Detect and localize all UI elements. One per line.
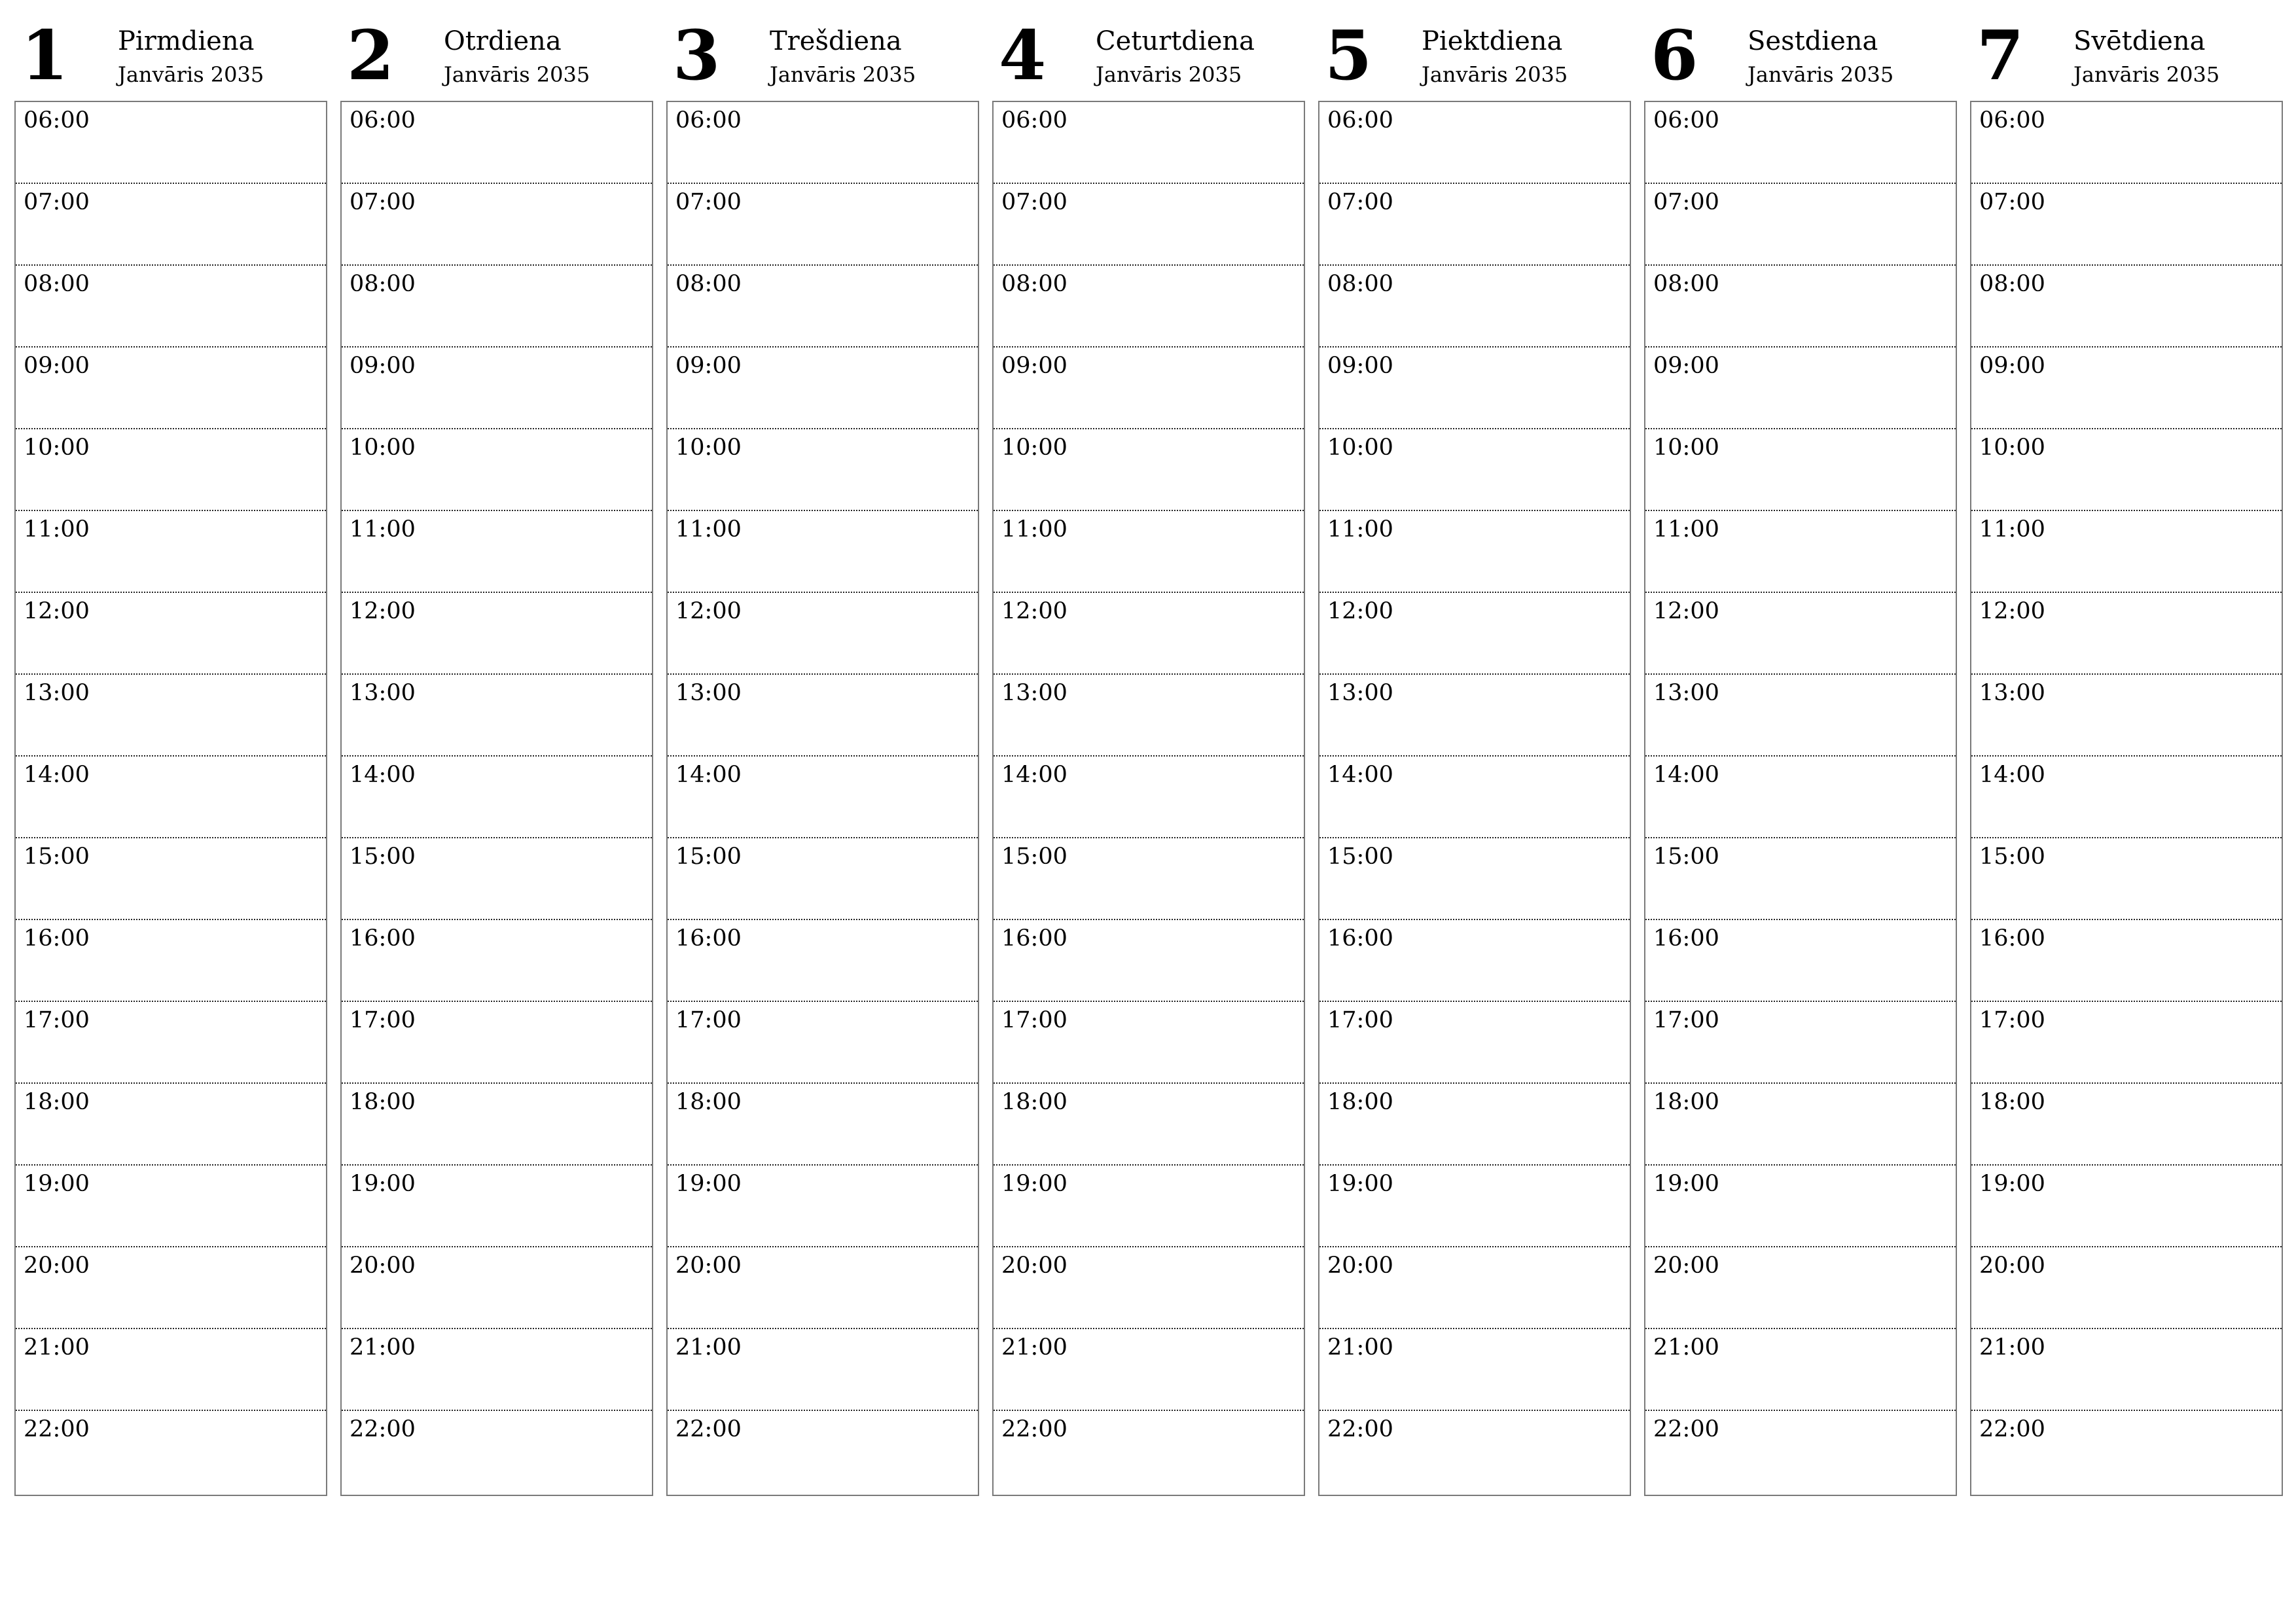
time-label: 11:00 [1653,516,1719,543]
time-slot[interactable] [1971,429,2282,511]
time-label: 19:00 [1979,1171,2045,1197]
time-label: 09:00 [675,353,742,379]
time-slot[interactable] [1319,757,1630,838]
time-slot[interactable] [994,184,1304,266]
time-label: 21:00 [1001,1334,1067,1361]
day-name: Svētdiena [2073,26,2206,56]
day-number: 7 [1977,15,2024,96]
time-slot[interactable] [994,266,1304,348]
time-label: 20:00 [1979,1253,2045,1279]
day-number: 5 [1325,15,1372,96]
time-slot[interactable] [1645,1002,1956,1084]
time-slot[interactable] [1971,1084,2282,1166]
time-label: 07:00 [24,189,90,215]
time-slot[interactable] [16,1002,326,1084]
time-slot[interactable] [668,1084,978,1166]
time-slot[interactable] [668,348,978,429]
day-header [1644,0,1957,101]
time-label: 22:00 [1653,1416,1719,1442]
time-slot[interactable] [1319,920,1630,1002]
day-number: 2 [347,15,395,96]
time-label: 22:00 [1979,1416,2045,1442]
time-slot[interactable] [342,102,652,184]
time-slot[interactable] [342,920,652,1002]
time-label: 08:00 [1001,271,1067,297]
time-label: 08:00 [1327,271,1393,297]
time-label: 09:00 [1979,353,2045,379]
time-label: 17:00 [675,1007,742,1033]
time-label: 06:00 [1653,107,1719,134]
time-slot[interactable] [1319,1247,1630,1329]
day-header [340,0,653,101]
time-slot[interactable] [342,511,652,593]
time-label: 11:00 [1001,516,1067,543]
time-slot[interactable] [1645,266,1956,348]
time-slot[interactable] [16,511,326,593]
time-label: 18:00 [350,1089,416,1115]
day-month-year: Janvāris 2035 [1422,62,1568,87]
day-schedule-box [1970,101,2283,1496]
time-slot[interactable] [1645,675,1956,757]
time-label: 12:00 [24,598,90,624]
time-label: 17:00 [1979,1007,2045,1033]
day-column [666,0,979,1442]
day-month-year: Janvāris 2035 [770,62,916,87]
time-label: 11:00 [1979,516,2045,543]
time-slot[interactable] [1645,511,1956,593]
time-slot[interactable] [1319,266,1630,348]
time-label: 06:00 [350,107,416,134]
time-label: 07:00 [675,189,742,215]
time-slot[interactable] [1971,757,2282,838]
day-column [340,0,653,1442]
time-slot[interactable] [994,757,1304,838]
time-label: 18:00 [1001,1089,1067,1115]
time-slot[interactable] [1645,757,1956,838]
time-label: 11:00 [675,516,742,543]
time-slot[interactable] [994,675,1304,757]
time-label: 19:00 [24,1171,90,1197]
time-slot[interactable] [1319,511,1630,593]
time-label: 22:00 [1001,1416,1067,1442]
time-label: 19:00 [1327,1171,1393,1197]
time-slot[interactable] [342,184,652,266]
time-slot[interactable] [994,920,1304,1002]
time-slot[interactable] [16,1166,326,1247]
time-slot[interactable] [668,757,978,838]
time-label: 14:00 [350,762,416,788]
time-label: 07:00 [1979,189,2045,215]
time-slot[interactable] [342,1166,652,1247]
time-label: 19:00 [1653,1171,1719,1197]
day-name: Ceturtdiena [1096,26,1255,56]
time-slot[interactable] [16,593,326,675]
time-label: 22:00 [350,1416,416,1442]
time-label: 09:00 [1653,353,1719,379]
time-label: 09:00 [24,353,90,379]
time-slot[interactable] [16,757,326,838]
time-label: 12:00 [1653,598,1719,624]
time-slot[interactable] [16,1084,326,1166]
time-label: 08:00 [1979,271,2045,297]
time-label: 19:00 [675,1171,742,1197]
time-slot[interactable] [1319,184,1630,266]
time-slot[interactable] [1971,1166,2282,1247]
time-slot[interactable] [1645,920,1956,1002]
day-name: Otrdiena [444,26,562,56]
time-label: 06:00 [675,107,742,134]
time-slot[interactable] [1645,1247,1956,1329]
day-schedule-box [992,101,1305,1496]
time-label: 13:00 [1001,680,1067,706]
time-slot[interactable] [668,1411,978,1577]
time-label: 21:00 [675,1334,742,1361]
time-label: 16:00 [1979,925,2045,952]
time-slot[interactable] [994,1002,1304,1084]
day-month-year: Janvāris 2035 [118,62,264,87]
time-slot[interactable] [668,429,978,511]
time-label: 10:00 [675,435,742,461]
day-month-year: Janvāris 2035 [1096,62,1242,87]
time-label: 15:00 [675,844,742,870]
time-slot[interactable] [1319,429,1630,511]
time-label: 15:00 [1653,844,1719,870]
day-number: 3 [673,15,721,96]
time-slot[interactable] [668,593,978,675]
time-label: 11:00 [350,516,416,543]
time-label: 22:00 [675,1416,742,1442]
time-slot[interactable] [1645,184,1956,266]
time-label: 13:00 [1653,680,1719,706]
time-label: 09:00 [1001,353,1067,379]
time-label: 15:00 [1979,844,2045,870]
time-slot[interactable] [16,1247,326,1329]
time-label: 18:00 [1979,1089,2045,1115]
time-slot[interactable] [16,184,326,266]
time-label: 12:00 [675,598,742,624]
day-name: Piektdiena [1422,26,1563,56]
time-label: 18:00 [1653,1089,1719,1115]
time-label: 07:00 [1653,189,1719,215]
time-slot[interactable] [1645,593,1956,675]
time-slot[interactable] [342,1411,652,1577]
time-slot[interactable] [1971,102,2282,184]
time-label: 15:00 [24,844,90,870]
time-label: 17:00 [24,1007,90,1033]
time-slot[interactable] [342,1084,652,1166]
time-label: 20:00 [1001,1253,1067,1279]
day-schedule-box [666,101,979,1496]
time-label: 12:00 [1979,598,2045,624]
time-slot[interactable] [994,348,1304,429]
time-label: 14:00 [1979,762,2045,788]
time-slot[interactable] [668,1329,978,1411]
time-label: 15:00 [1327,844,1393,870]
day-schedule-box [1644,101,1957,1496]
time-slot[interactable] [994,1084,1304,1166]
time-label: 06:00 [1001,107,1067,134]
time-label: 16:00 [1327,925,1393,952]
day-header [1970,0,2283,101]
time-label: 12:00 [350,598,416,624]
time-label: 14:00 [1653,762,1719,788]
time-slot[interactable] [16,102,326,184]
time-label: 17:00 [1327,1007,1393,1033]
time-label: 20:00 [1653,1253,1719,1279]
time-slot[interactable] [668,266,978,348]
time-label: 21:00 [1327,1334,1393,1361]
time-label: 19:00 [1001,1171,1067,1197]
time-slot[interactable] [668,184,978,266]
time-label: 20:00 [24,1253,90,1279]
day-header [992,0,1305,101]
time-label: 11:00 [1327,516,1393,543]
time-slot[interactable] [994,1247,1304,1329]
time-slot[interactable] [1971,920,2282,1002]
time-slot[interactable] [1319,1329,1630,1411]
time-label: 10:00 [1001,435,1067,461]
time-slot[interactable] [1319,102,1630,184]
time-slot[interactable] [994,593,1304,675]
time-slot[interactable] [1645,102,1956,184]
time-slot[interactable] [1319,593,1630,675]
time-slot[interactable] [994,429,1304,511]
time-slot[interactable] [1319,1166,1630,1247]
time-slot[interactable] [342,429,652,511]
time-label: 12:00 [1327,598,1393,624]
time-slot[interactable] [1645,1166,1956,1247]
time-slot[interactable] [1971,348,2282,429]
time-slot[interactable] [994,838,1304,920]
day-column [1644,0,1957,1442]
time-slot[interactable] [1971,266,2282,348]
time-label: 13:00 [1327,680,1393,706]
time-slot[interactable] [668,1247,978,1329]
time-slot[interactable] [668,1166,978,1247]
day-month-year: Janvāris 2035 [1748,62,1894,87]
time-slot[interactable] [668,1002,978,1084]
time-label: 21:00 [24,1334,90,1361]
time-slot[interactable] [342,675,652,757]
time-label: 06:00 [1327,107,1393,134]
time-label: 20:00 [675,1253,742,1279]
day-column [14,0,327,1442]
time-slot[interactable] [1645,838,1956,920]
time-label: 18:00 [1327,1089,1393,1115]
day-schedule-box [1318,101,1631,1496]
time-slot[interactable] [16,1411,326,1577]
time-slot[interactable] [1319,1002,1630,1084]
time-slot[interactable] [1971,593,2282,675]
time-slot[interactable] [1645,1329,1956,1411]
time-label: 13:00 [1979,680,2045,706]
time-slot[interactable] [1319,838,1630,920]
time-label: 10:00 [350,435,416,461]
day-number: 1 [21,15,69,96]
day-column [1318,0,1631,1442]
time-slot[interactable] [16,920,326,1002]
time-slot[interactable] [16,348,326,429]
day-schedule-box [14,101,327,1496]
time-slot[interactable] [1645,1411,1956,1577]
time-label: 16:00 [1001,925,1067,952]
time-label: 09:00 [1327,353,1393,379]
time-slot[interactable] [1971,1247,2282,1329]
time-label: 09:00 [350,353,416,379]
time-slot[interactable] [994,1411,1304,1577]
time-label: 13:00 [675,680,742,706]
time-slot[interactable] [994,1329,1304,1411]
time-label: 19:00 [350,1171,416,1197]
time-label: 16:00 [675,925,742,952]
time-slot[interactable] [342,838,652,920]
time-label: 14:00 [1327,762,1393,788]
time-slot[interactable] [16,675,326,757]
time-label: 13:00 [350,680,416,706]
time-slot[interactable] [1971,511,2282,593]
time-slot[interactable] [1971,1411,2282,1577]
time-label: 07:00 [1001,189,1067,215]
time-slot[interactable] [1971,1002,2282,1084]
time-label: 07:00 [1327,189,1393,215]
time-slot[interactable] [1971,184,2282,266]
time-slot[interactable] [342,348,652,429]
time-slot[interactable] [342,1329,652,1411]
time-slot[interactable] [342,593,652,675]
time-label: 06:00 [1979,107,2045,134]
time-label: 14:00 [1001,762,1067,788]
time-slot[interactable] [994,511,1304,593]
time-slot[interactable] [668,838,978,920]
time-slot[interactable] [994,102,1304,184]
time-slot[interactable] [1319,1411,1630,1577]
time-slot[interactable] [668,102,978,184]
time-label: 21:00 [350,1334,416,1361]
time-label: 21:00 [1979,1334,2045,1361]
time-label: 17:00 [1001,1007,1067,1033]
time-slot[interactable] [1971,1329,2282,1411]
time-label: 22:00 [1327,1416,1393,1442]
time-label: 20:00 [1327,1253,1393,1279]
time-label: 15:00 [1001,844,1067,870]
time-slot[interactable] [1971,675,2282,757]
time-slot[interactable] [1645,1084,1956,1166]
time-label: 20:00 [350,1253,416,1279]
time-label: 08:00 [1653,271,1719,297]
time-label: 17:00 [1653,1007,1719,1033]
time-label: 12:00 [1001,598,1067,624]
day-number: 6 [1651,15,1698,96]
time-label: 14:00 [675,762,742,788]
day-name: Sestdiena [1748,26,1878,56]
time-label: 22:00 [24,1416,90,1442]
day-column [992,0,1305,1442]
time-label: 06:00 [24,107,90,134]
day-column [1970,0,2283,1442]
time-label: 10:00 [1653,435,1719,461]
day-header [14,0,327,101]
day-schedule-box [340,101,653,1496]
time-slot[interactable] [342,1247,652,1329]
time-slot[interactable] [1319,1084,1630,1166]
time-slot[interactable] [16,838,326,920]
time-label: 16:00 [1653,925,1719,952]
time-slot[interactable] [1645,429,1956,511]
time-slot[interactable] [1971,838,2282,920]
time-slot[interactable] [1645,348,1956,429]
day-name: Trešdiena [770,26,902,56]
time-label: 07:00 [350,189,416,215]
time-label: 10:00 [1327,435,1393,461]
day-month-year: Janvāris 2035 [444,62,590,87]
time-label: 17:00 [350,1007,416,1033]
time-label: 21:00 [1653,1334,1719,1361]
time-slot[interactable] [342,266,652,348]
time-label: 18:00 [675,1089,742,1115]
time-label: 08:00 [350,271,416,297]
time-slot[interactable] [668,920,978,1002]
time-slot[interactable] [1319,675,1630,757]
time-label: 18:00 [24,1089,90,1115]
time-label: 16:00 [24,925,90,952]
time-label: 08:00 [24,271,90,297]
time-slot[interactable] [668,675,978,757]
time-label: 15:00 [350,844,416,870]
time-slot[interactable] [16,1329,326,1411]
day-header [666,0,979,101]
time-label: 10:00 [24,435,90,461]
time-slot[interactable] [342,1002,652,1084]
time-slot[interactable] [1319,348,1630,429]
time-label: 08:00 [675,271,742,297]
time-slot[interactable] [994,1166,1304,1247]
time-slot[interactable] [342,757,652,838]
time-label: 14:00 [24,762,90,788]
day-name: Pirmdiena [118,26,255,56]
time-label: 13:00 [24,680,90,706]
time-label: 16:00 [350,925,416,952]
time-slot[interactable] [668,511,978,593]
time-slot[interactable] [16,429,326,511]
day-number: 4 [999,15,1047,96]
day-month-year: Janvāris 2035 [2073,62,2220,87]
time-label: 11:00 [24,516,90,543]
time-slot[interactable] [16,266,326,348]
time-label: 10:00 [1979,435,2045,461]
day-header [1318,0,1631,101]
